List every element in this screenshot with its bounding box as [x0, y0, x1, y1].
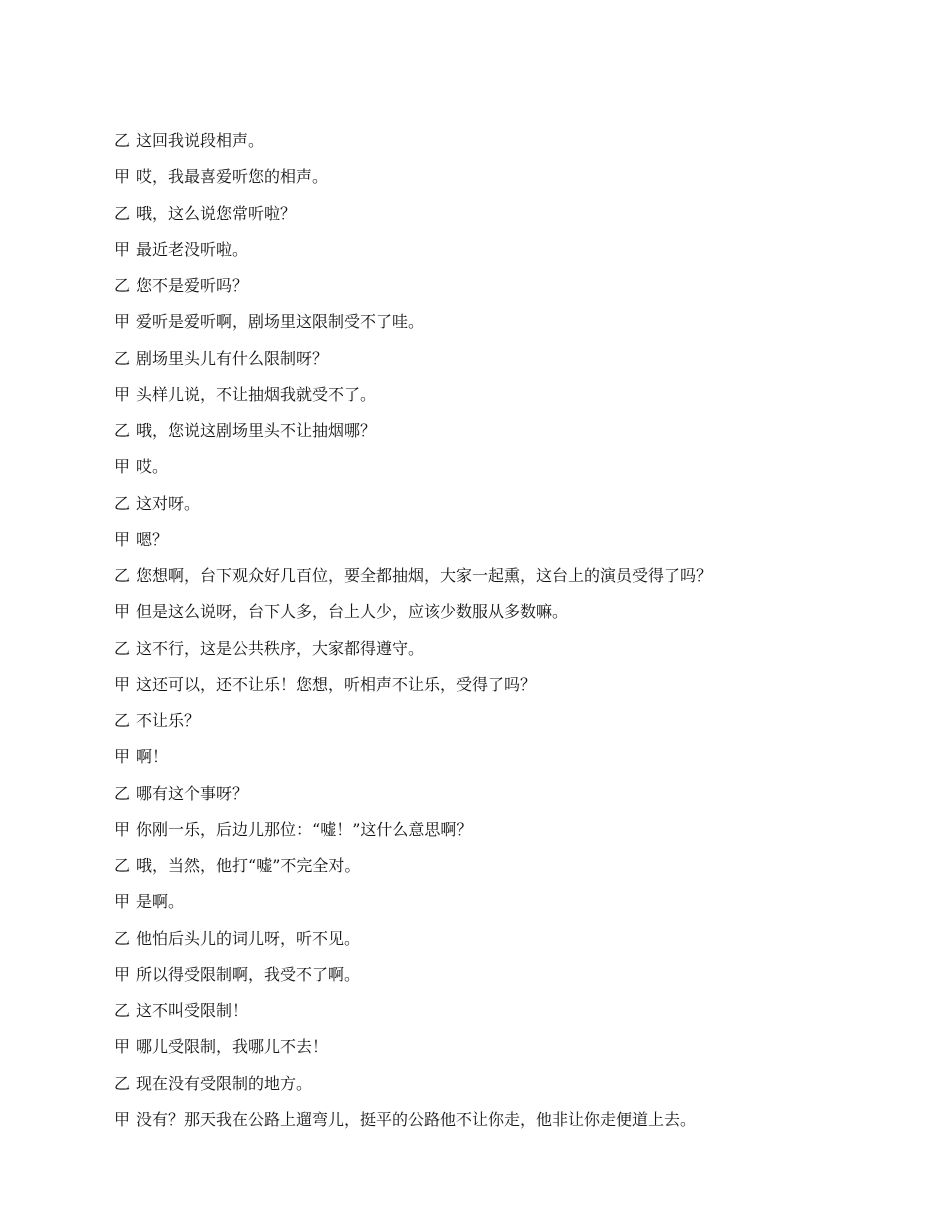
speaker-label: 甲: [114, 529, 131, 549]
dialogue-line: [114, 268, 894, 304]
dialogue-line: [114, 739, 894, 775]
dialogue-line: [114, 631, 894, 667]
line-text: 哦，当然，他打“嘘”不完全对。: [136, 856, 361, 875]
speaker-label: 甲: [114, 312, 131, 332]
speaker-label: 甲: [114, 384, 131, 404]
speaker-label: 甲: [114, 964, 131, 984]
dialogue-line: [114, 1102, 894, 1138]
speaker-label: 甲: [114, 1037, 131, 1057]
line-text: 嗯？: [136, 529, 169, 549]
speaker-label: 甲: [114, 457, 131, 477]
speaker-label: 甲: [114, 674, 131, 694]
line-text: 这还可以，还不让乐！您想，听相声不让乐，受得了吗？: [136, 674, 537, 694]
speaker-label: 乙: [114, 783, 131, 803]
line-text: 但是这么说呀，台下人多，台上人少，应该少数服从多数嘛。: [136, 602, 569, 622]
speaker-label: 乙: [114, 566, 131, 585]
line-text: 你刚一乐，后边儿那位：“嘘！”这什么意思啊？: [136, 819, 473, 839]
line-text: 哪有这个事呀？: [136, 783, 249, 803]
dialogue-line: [114, 1066, 894, 1102]
dialogue-list: [114, 123, 894, 1138]
line-text: 哎。: [136, 457, 169, 477]
dialogue-line: [114, 486, 894, 522]
speaker-label: 乙: [114, 131, 131, 150]
speaker-label: 甲: [114, 892, 131, 912]
dialogue-line: [114, 1029, 894, 1065]
speaker-label: 乙: [114, 856, 131, 875]
line-text: 爱听是爱听啊，剧场里这限制受不了哇。: [136, 312, 425, 332]
dialogue-line: [114, 667, 894, 703]
dialogue-line: [114, 123, 894, 159]
line-text: 哪儿受限制，我哪儿不去！: [136, 1037, 329, 1057]
line-text: 头样儿说，不让抽烟我就受不了。: [136, 384, 377, 404]
line-text: 哦，您说这剧场里头不让抽烟哪？: [136, 421, 377, 440]
dialogue-line: [114, 921, 894, 957]
dialogue-line: [114, 776, 894, 812]
speaker-label: 甲: [114, 819, 131, 839]
line-text: 不让乐？: [136, 711, 201, 730]
speaker-label: 甲: [114, 1109, 131, 1129]
line-text: 哦，这么说您常听啦？: [136, 203, 297, 223]
dialogue-line: [114, 196, 894, 232]
speaker-label: 乙: [114, 276, 131, 295]
line-text: 您想啊，台下观众好几百位，要全都抽烟，大家一起熏，这台上的演员受得了吗？: [136, 566, 713, 585]
speaker-label: 乙: [114, 928, 131, 948]
dialogue-line: [114, 377, 894, 413]
dialogue-line: [114, 703, 894, 739]
dialogue-line: [114, 812, 894, 848]
line-text: 这对呀。: [136, 493, 201, 513]
dialogue-line: [114, 993, 894, 1029]
speaker-label: 甲: [114, 239, 131, 259]
dialogue-line: [114, 341, 894, 377]
dialogue-line: [114, 558, 894, 594]
dialogue-line: [114, 449, 894, 485]
speaker-label: 乙: [114, 638, 131, 658]
line-text: 所以得受限制啊，我受不了啊。: [136, 964, 361, 984]
dialogue-line: [114, 522, 894, 558]
line-text: 他怕后头儿的词儿呀，听不见。: [136, 928, 361, 948]
dialogue-line: [114, 232, 894, 268]
speaker-label: 乙: [114, 1073, 131, 1093]
line-text: 这回我说段相声。: [136, 131, 265, 150]
line-text: 这不叫受限制！: [136, 1001, 249, 1020]
speaker-label: 乙: [114, 421, 131, 440]
dialogue-line: [114, 848, 894, 884]
line-text: 现在没有受限制的地方。: [136, 1073, 313, 1093]
speaker-label: 乙: [114, 348, 131, 368]
speaker-label: 甲: [114, 747, 131, 767]
line-text: 啊！: [136, 747, 169, 767]
dialogue-line: [114, 159, 894, 195]
line-text: 没有？那天我在公路上遛弯儿，挺平的公路他不让你走，他非让你走便道上去。: [136, 1109, 697, 1129]
line-text: 您不是爱听吗？: [136, 276, 249, 295]
speaker-label: 甲: [114, 167, 131, 187]
line-text: 是啊。: [136, 892, 185, 912]
dialogue-line: [114, 957, 894, 993]
line-text: 哎，我最喜爱听您的相声。: [136, 167, 329, 187]
dialogue-line: [114, 594, 894, 630]
speaker-label: 乙: [114, 203, 131, 223]
speaker-label: 乙: [114, 711, 131, 730]
line-text: 最近老没听啦。: [136, 239, 249, 259]
speaker-label: 甲: [114, 602, 131, 622]
dialogue-line: [114, 304, 894, 340]
line-text: 剧场里头儿有什么限制呀？: [136, 348, 329, 368]
dialogue-line: [114, 884, 894, 920]
dialogue-line: [114, 413, 894, 449]
speaker-label: 乙: [114, 493, 131, 513]
line-text: 这不行，这是公共秩序，大家都得遵守。: [136, 638, 425, 658]
speaker-label: 乙: [114, 1001, 131, 1020]
